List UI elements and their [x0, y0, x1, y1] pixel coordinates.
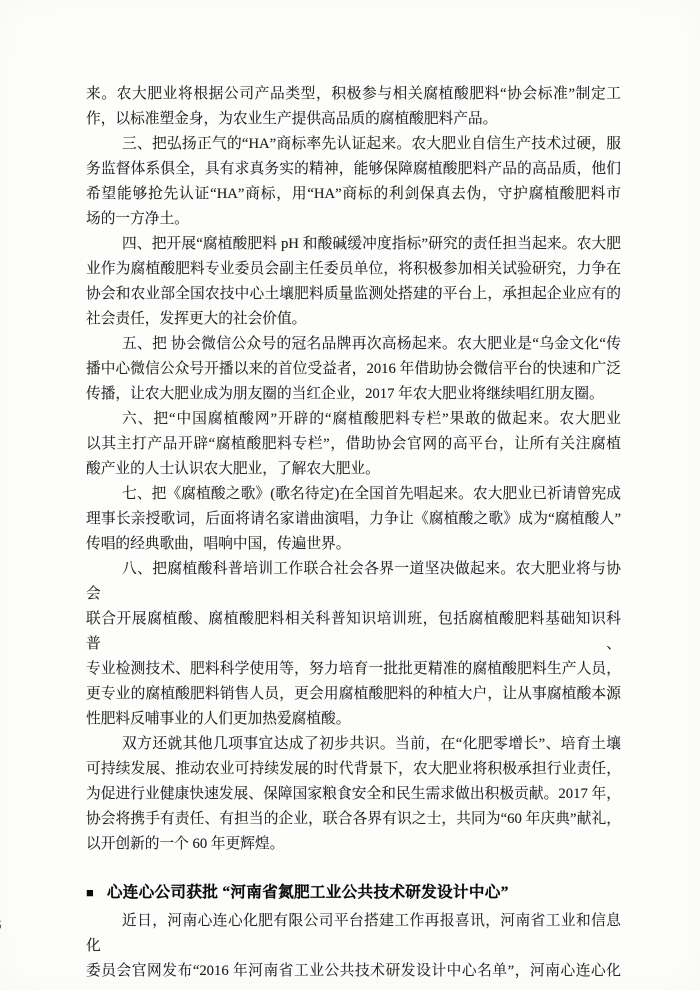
text-line: 希望能够抢先认证“HA”商标，用“HA”商标的利剑保真去伪，守护腐植酸肥料市	[86, 186, 621, 202]
text-line: 协会将携手有责任、有担当的企业，联合各界有识之士，共同为“60 年庆典”献礼，	[86, 811, 621, 827]
text-line: 五、把 协会微信公众号的冠名品牌再次高杨起来。农大肥业是“乌金文化“传	[122, 336, 621, 352]
text-line: 七、把《腐植酸之歌》(歌名待定)在全国首先唱起来。农大肥业已祈请曾宪成	[122, 486, 621, 502]
page-number	[0, 917, 2, 933]
text-line: 可持续发展、推动农业可持续发展的时代背景下，农大肥业将积极承担行业责任，	[86, 761, 621, 777]
text-line: 社会责任，发挥更大的社会价值。	[86, 311, 307, 327]
text-line: 近日，河南心连心化肥有限公司平台搭建工作再报喜讯，河南省工业和信息化	[86, 913, 621, 954]
text-line: 播中心微信公众号开播以来的首位受益者，2016 年借助协会微信平台的快速和广泛	[86, 361, 621, 377]
paragraphs-after-header	[86, 909, 621, 984]
text-line: 业作为腐植酸肥料专业委员会副主任委员单位，将积极参加相关试验研究，力争在	[86, 261, 621, 277]
text-line: 性肥料反哺事业的人们更加热爱腐植酸。	[86, 711, 351, 727]
text-line: 以其主打产品开辟“腐植酸肥料专栏”，借助协会官网的高平台，让所有关注腐植	[86, 436, 621, 452]
text-line: 三、把弘扬正气的“HA”商标率先认证起来。农大肥业自信生产技术过硬，服	[122, 136, 621, 152]
text-line: 场的一方净土。	[86, 211, 189, 227]
text-line: 以开创新的一个 60 年更辉煌。	[86, 836, 285, 852]
text-line: 八、把腐植酸科普培训工作联合社会各界一道坚决做起来。农大肥业将与协会	[86, 561, 621, 602]
square-bullet-icon: ■	[86, 885, 94, 900]
text-line: 为促进行业健康快速发展、保障国家粮食安全和民生需求做出积极贡献。2017 年，	[86, 786, 621, 802]
text-line: 专业检测技术、肥料科学使用等，努力培育一批批更精准的腐植酸肥料生产人员，	[86, 661, 621, 677]
section-title: 心连心公司获批 “河南省氮肥工业公共技术研发设计中心”	[106, 884, 509, 901]
text-line: 更专业的腐植酸肥料销售人员，更会用腐植酸肥料的种植大户，让从事腐植酸本源	[86, 686, 621, 702]
text-line: 传唱的经典歌曲，唱响中国，传遍世界。	[86, 536, 351, 552]
body-text-block	[86, 82, 621, 984]
text-line: 六、把“中国腐植酸网”开辟的“腐植酸肥料专栏”果敢的做起来。农大肥业	[122, 411, 621, 427]
section-header	[86, 880, 621, 906]
text-line: 理事长亲授歌词，后面将请名家谱曲演唱，力争让《腐植酸之歌》成为“腐植酸人”	[86, 511, 621, 527]
text-line: 传播，让农大肥业成为朋友圈的当红企业，2017 年农大肥业将继续唱红朋友圈。	[86, 386, 604, 402]
text-line: 双方还就其他几项事宜达成了初步共识。当前，在“化肥零增长”、培育土壤	[122, 736, 621, 752]
text-line: 协会和农业部全国农技中心土壤肥料质量监测处搭建的平台上，承担起企业应有的	[86, 286, 621, 302]
text-line: 作，以标准塑金身，为农业生产提供高品质的腐植酸肥料产品。	[86, 111, 498, 127]
text-line: 酸产业的人士认识农大肥业，了解农大肥业。	[86, 461, 380, 477]
text-line: 委员会官网发布“2016 年河南省工业公共技术研发设计中心名单”，河南心连心化	[86, 963, 621, 979]
paragraphs-before-header	[86, 82, 621, 857]
text-line: 务监督体系俱全，具有求真务实的精神，能够保障腐植酸肥料产品的高品质，他们	[86, 161, 621, 177]
text-line: 四、把开展“腐植酸肥料 pH 和酸碱缓冲度指标”研究的责任担当起来。农大肥	[122, 236, 621, 252]
text-line: 联合开展腐植酸、腐植酸肥料相关科普知识培训班，包括腐植酸肥料基础知识科普、	[86, 611, 621, 652]
text-line: 来。农大肥业将根据公司产品类型，积极参与相关腐植酸肥料“协会标准”制定工	[86, 86, 621, 102]
